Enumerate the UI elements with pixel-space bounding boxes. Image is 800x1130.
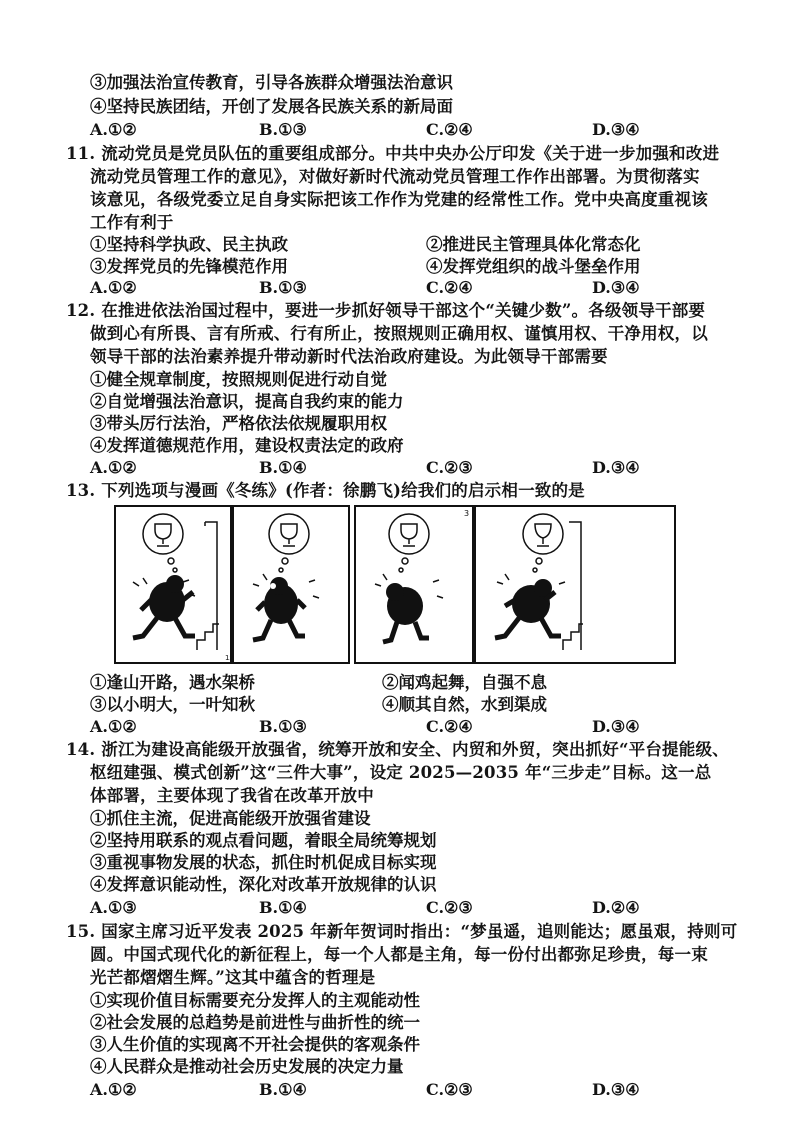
q13-choice-d[interactable]: D.③④ <box>592 717 640 736</box>
runner-figure-2 <box>253 577 305 640</box>
q11-statement-4: ④发挥党组织的战斗堡垒作用 <box>426 257 641 276</box>
comic-panel-3-scene <box>375 514 443 598</box>
trophy-icon-3 <box>401 524 417 546</box>
comic-panel-2 <box>233 506 349 663</box>
q14-statement-3: ③重视事物发展的状态，抓住时机促成目标实现 <box>90 853 437 872</box>
q11-choice-a[interactable]: A.①② <box>90 278 137 297</box>
q12-choice-b[interactable]: B.①④ <box>259 458 307 477</box>
q15-stem-line-2: 圆。中国式现代化的新征程上，每一个人都是主角，每一份付出都弥足珍贵，每一束 <box>90 945 708 964</box>
q14-stem-line-2: 枢纽建强、模式创新”这“三件大事”，设定 2025—2035 年“三步走”目标。这一总 <box>90 763 712 782</box>
q11-choice-b[interactable]: B.①③ <box>259 278 307 297</box>
q12-choice-d[interactable]: D.③④ <box>592 458 640 477</box>
q10-choice-a[interactable]: A.①② <box>90 120 137 139</box>
q12-stem-line-3: 领导干部的法治素养提升带动新时代法治政府建设。为此领导干部需要 <box>90 347 608 366</box>
winter-training-comic <box>113 504 677 665</box>
q12-statement-3: ③带头厉行法治，严格依法依规履职用权 <box>90 414 387 433</box>
q11-statement-1: ①坚持科学执政、民主执政 <box>90 235 288 254</box>
comic-mark-1z: 1z <box>225 654 234 662</box>
trophy-icon-2 <box>281 524 297 546</box>
comic-panel-4 <box>475 506 675 663</box>
q14-statement-2: ②坚持用联系的观点看问题，着眼全局统筹规划 <box>90 831 437 850</box>
trophy-icon <box>155 524 171 546</box>
q12-statement-4: ④发挥道德规范作用，建设权责法定的政府 <box>90 436 404 455</box>
q15-choice-b[interactable]: B.①④ <box>259 1080 307 1099</box>
q11-statement-2: ②推进民主管理具体化常态化 <box>426 235 641 254</box>
q14-stem-line-3: 体部署，主要体现了我省在改革开放中 <box>90 786 374 805</box>
q15-choice-c[interactable]: C.②③ <box>426 1080 473 1099</box>
comic-mark-3: 3 <box>464 509 470 518</box>
q15-stem-line-3: 光芒都熠熠生辉。”这其中蕴含的哲理是 <box>90 968 376 987</box>
q13-statement-2: ②闻鸡起舞，自强不息 <box>382 673 547 692</box>
q13-choice-b[interactable]: B.①③ <box>259 717 307 736</box>
q14-statement-1: ①抓住主流，促进高能级开放强省建设 <box>90 809 371 828</box>
thought-bubble-icon <box>143 514 183 554</box>
q15-choice-a[interactable]: A.①② <box>90 1080 137 1099</box>
comic-panel-3 <box>355 506 473 663</box>
runner-figure-4 <box>495 579 561 638</box>
q15-statement-2: ②社会发展的总趋势是前进性与曲折性的统一 <box>90 1013 420 1032</box>
q15-statement-4: ④人民群众是推动社会历史发展的决定力量 <box>90 1057 404 1076</box>
q15-statement-3: ③人生价值的实现离不开社会提供的客观条件 <box>90 1035 420 1054</box>
q14-choice-c[interactable]: C.②③ <box>426 898 473 917</box>
q14-choice-a[interactable]: A.①③ <box>90 898 137 917</box>
q12-choice-a[interactable]: A.①② <box>90 458 137 477</box>
q10-choice-b[interactable]: B.①③ <box>259 120 307 139</box>
q14-statement-4: ④发挥意识能动性，深化对改革开放规律的认识 <box>90 875 437 894</box>
q11-choice-c[interactable]: C.②④ <box>426 278 473 297</box>
q12-statement-1: ①健全规章制度，按照规则促进行动自觉 <box>90 370 387 389</box>
q12-statement-2: ②自觉增强法治意识，提高自我约束的能力 <box>90 392 404 411</box>
q13-choice-c[interactable]: C.②④ <box>426 717 473 736</box>
runner-figure-3 <box>383 583 429 642</box>
q11-stem-line-1: 11. 流动党员是党员队伍的重要组成部分。中共中央办公厅印发《关于进一步加强和改进 <box>66 144 720 163</box>
q11-stem-line-3: 该意见，各级党委立足自身实际把该工作作为党建的经常性工作。党中央高度重视该 <box>90 190 708 209</box>
q14-stem-line-1: 14. 浙江为建设高能级开放强省，统筹开放和安全、内贸和外贸，突出抓好“平台提能级、 <box>66 740 729 759</box>
q11-stem-line-2: 流动党员管理工作的意见》，对做好新时代流动党员管理工作作出部署。为贯彻落实 <box>90 167 700 186</box>
q13-statement-1: ①逢山开路，遇水架桥 <box>90 673 255 692</box>
goblet-icon <box>535 524 551 546</box>
q11-choice-d[interactable]: D.③④ <box>592 278 640 297</box>
q15-statement-1: ①实现价值目标需要充分发挥人的主观能动性 <box>90 991 420 1010</box>
q12-stem-line-2: 做到心有所畏、言有所戒、行有所止，按照规则正确用权、谨慎用权、干净用权，以 <box>90 324 708 343</box>
q15-stem-line-1: 15. 国家主席习近平发表 2025 年新年贺词时指出：“梦虽遥，追则能达；愿虽艰，持则可 <box>66 922 738 941</box>
q11-stem-line-4: 工作有利于 <box>90 213 174 232</box>
q13-statement-3: ③以小明大，一叶知秋 <box>90 695 255 714</box>
q10-choice-c[interactable]: C.②④ <box>426 120 473 139</box>
q14-choice-b[interactable]: B.①④ <box>259 898 307 917</box>
q10-statement-4: ④坚持民族团结，开创了发展各民族关系的新局面 <box>90 97 453 116</box>
q10-statement-3: ③加强法治宣传教育，引导各族群众增强法治意识 <box>90 73 453 92</box>
q10-choice-d[interactable]: D.③④ <box>592 120 640 139</box>
q12-choice-c[interactable]: C.②③ <box>426 458 473 477</box>
q15-choice-d[interactable]: D.③④ <box>592 1080 640 1099</box>
runner-figure-1 <box>133 575 195 638</box>
q13-statement-4: ④顺其自然，水到渠成 <box>382 695 547 714</box>
q11-statement-3: ③发挥党员的先锋模范作用 <box>90 257 288 276</box>
q13-choice-a[interactable]: A.①② <box>90 717 137 736</box>
q14-choice-d[interactable]: D.②④ <box>592 898 640 917</box>
q13-stem-line-1: 13. 下列选项与漫画《冬练》(作者：徐鹏飞)给我们的启示相一致的是 <box>66 481 585 500</box>
q12-stem-line-1: 12. 在推进依法治国过程中，要进一步抓好领导干部这个“关键少数”。各级领导干部要 <box>66 301 706 320</box>
